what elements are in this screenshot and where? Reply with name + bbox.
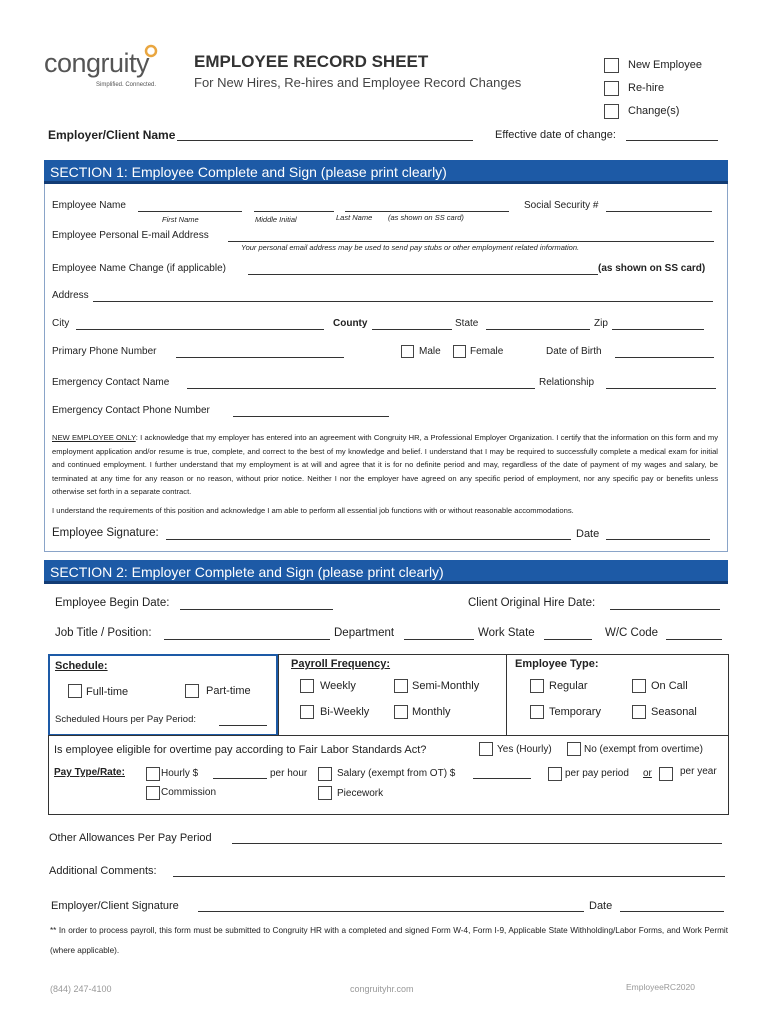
salary-label: Salary (exempt from OT) $ (337, 768, 456, 779)
emergency-phone-label: Emergency Contact Phone Number (52, 405, 210, 416)
on-call-label: On Call (651, 680, 688, 692)
logo-tagline: Simplified. Connected. (96, 82, 157, 88)
hourly-checkbox[interactable] (146, 767, 160, 781)
employee-name-label: Employee Name (52, 200, 126, 211)
department-field[interactable] (404, 629, 474, 640)
payroll-divider (278, 654, 279, 736)
commission-checkbox[interactable] (146, 786, 160, 800)
first-name-field[interactable] (138, 201, 242, 212)
acknowledgement-text: : I acknowledge that my employer has entered into an agreement with Congruity HR, a Professional Employer Organization. I certify that the information on this form and my employment application and/or resume is true, complete, and correct to the best of my knowledge and belief. I understand that I may be required to successfully complete a medical exam for initial and continued employment. I further understand that my employment is at will and agree that it is for no definite period and may, regardless of the date of payment of my wages and salary, be terminated at any time for any reason or no reason, without prior notice. Neither I nor the employer have agreed on any specific period of employment, nor any specific pay or benefits unless otherwise set forth in a separate contract. (52, 433, 718, 497)
emergency-phone-field[interactable] (233, 406, 389, 417)
essential-functions-text: I understand the requirements of this position and acknowledge I am able to perform all essential job functions with or without reasonable accommodations. (52, 506, 574, 515)
comments-field[interactable] (173, 866, 725, 877)
zip-field[interactable] (612, 319, 704, 330)
dob-field[interactable] (615, 347, 714, 358)
city-label: City (52, 318, 70, 329)
weekly-checkbox[interactable] (300, 679, 314, 693)
type-divider (506, 654, 507, 736)
or-label: or (643, 768, 652, 779)
dob-label: Date of Birth (546, 346, 602, 357)
regular-label: Regular (549, 680, 588, 692)
overtime-yes-checkbox[interactable] (479, 742, 493, 756)
wc-code-field[interactable] (666, 629, 722, 640)
email-note: Your personal email address may be used to send pay stubs or other employment related information. (241, 243, 580, 252)
page-title: EMPLOYEE RECORD SHEET (194, 52, 429, 71)
employee-signature-label: Employee Signature: (52, 527, 159, 539)
new-employee-label: New Employee (628, 59, 702, 71)
comments-label: Additional Comments: (49, 865, 157, 877)
employer-client-label: Employer/Client Name (48, 128, 176, 142)
employee-date-label: Date (576, 528, 600, 540)
scheduled-hours-field[interactable] (219, 715, 267, 726)
state-label: State (455, 318, 479, 329)
part-time-label: Part-time (206, 685, 251, 697)
allowances-label: Other Allowances Per Pay Period (49, 832, 212, 844)
logo-mark-icon (144, 44, 158, 58)
orig-hire-field[interactable] (610, 599, 720, 610)
effective-date-label: Effective date of change: (495, 129, 616, 141)
wc-code-label: W/C Code (605, 627, 659, 639)
county-label: County (333, 318, 368, 329)
piecework-label: Piecework (337, 788, 384, 799)
employer-signature-field[interactable] (198, 901, 584, 912)
overtime-no-checkbox[interactable] (567, 742, 581, 756)
regular-checkbox[interactable] (530, 679, 544, 693)
changes-label: Change(s) (628, 105, 680, 117)
county-field[interactable] (372, 319, 452, 330)
pay-type-label: Pay Type/Rate: (54, 767, 125, 778)
per-hour-label: per hour (270, 768, 308, 779)
middle-initial-field[interactable] (254, 201, 334, 212)
temporary-checkbox[interactable] (530, 705, 544, 719)
name-change-label: Employee Name Change (if applicable) (52, 263, 226, 274)
rehire-label: Re-hire (628, 82, 665, 94)
city-field[interactable] (76, 319, 324, 330)
rehire-checkbox[interactable] (604, 81, 619, 96)
name-change-field[interactable] (248, 264, 598, 275)
employer-date-label: Date (589, 900, 613, 912)
relationship-field[interactable] (606, 378, 716, 389)
overtime-no-label: No (exempt from overtime) (584, 744, 703, 755)
monthly-checkbox[interactable] (394, 705, 408, 719)
per-pay-period-label: per pay period (565, 768, 629, 779)
piecework-checkbox[interactable] (318, 786, 332, 800)
seasonal-label: Seasonal (651, 706, 697, 718)
employer-signature-label: Employer/Client Signature (51, 900, 179, 912)
phone-label: Primary Phone Number (52, 346, 157, 357)
temporary-label: Temporary (549, 706, 601, 718)
scheduled-hours-label: Scheduled Hours per Pay Period: (55, 714, 196, 725)
begin-date-field[interactable] (180, 599, 333, 610)
allowances-field[interactable] (232, 833, 722, 844)
part-time-checkbox[interactable] (185, 684, 199, 698)
employer-client-field[interactable] (177, 130, 473, 141)
employee-type-label: Employee Type: (515, 658, 599, 670)
female-checkbox[interactable] (453, 345, 466, 358)
bi-weekly-checkbox[interactable] (300, 705, 314, 719)
section1-header: SECTION 1: Employee Complete and Sign (please print clearly) (44, 160, 728, 184)
salary-checkbox[interactable] (318, 767, 332, 781)
middle-initial-caption: Middle Initial (255, 215, 297, 224)
work-state-label: Work State (478, 627, 535, 639)
hourly-rate-field[interactable] (213, 768, 267, 779)
on-call-checkbox[interactable] (632, 679, 646, 693)
full-time-checkbox[interactable] (68, 684, 82, 698)
zip-label: Zip (594, 318, 608, 329)
name-change-note: (as shown on SS card) (598, 263, 706, 274)
employee-date-field[interactable] (606, 529, 710, 540)
ssn-label: Social Security # (524, 200, 599, 211)
logo-brand: congruity (44, 48, 150, 78)
job-title-field[interactable] (164, 629, 330, 640)
grid-bottom-divider (48, 735, 729, 736)
orig-hire-label: Client Original Hire Date: (468, 597, 596, 609)
employee-signature-field[interactable] (166, 529, 571, 540)
seasonal-checkbox[interactable] (632, 705, 646, 719)
congruity-logo (44, 48, 157, 88)
section2-header: SECTION 2: Employer Complete and Sign (please print clearly) (44, 560, 728, 584)
payroll-frequency-label: Payroll Frequency: (291, 658, 391, 670)
employer-date-field[interactable] (620, 901, 724, 912)
semi-monthly-checkbox[interactable] (394, 679, 408, 693)
female-label: Female (470, 346, 504, 357)
schedule-label: Schedule: (55, 660, 108, 672)
footer-phone: (844) 247-4100 (50, 984, 112, 994)
male-checkbox[interactable] (401, 345, 414, 358)
emergency-name-label: Emergency Contact Name (52, 377, 170, 388)
relationship-label: Relationship (539, 377, 595, 388)
monthly-label: Monthly (412, 706, 451, 718)
per-pay-period-checkbox[interactable] (548, 767, 562, 781)
overtime-yes-label: Yes (Hourly) (497, 744, 552, 755)
email-label: Employee Personal E-mail Address (52, 230, 209, 241)
ssn-field[interactable] (606, 201, 712, 212)
emergency-name-field[interactable] (187, 378, 535, 389)
overtime-question: Is employee eligible for overtime pay according to Fair Labor Standards Act? (54, 744, 427, 756)
semi-monthly-label: Semi-Monthly (412, 680, 480, 692)
male-label: Male (419, 346, 441, 357)
new-employee-checkbox[interactable] (604, 58, 619, 73)
acknowledgement-paragraph (52, 431, 718, 499)
phone-field[interactable] (176, 347, 344, 358)
email-field[interactable] (228, 231, 714, 242)
first-name-caption: First Name (162, 215, 199, 224)
per-year-checkbox[interactable] (659, 767, 673, 781)
state-field[interactable] (486, 319, 590, 330)
full-time-label: Full-time (86, 686, 129, 698)
weekly-label: Weekly (320, 680, 356, 692)
footer-form-id: EmployeeRC2020 (626, 982, 695, 992)
begin-date-label: Employee Begin Date: (55, 597, 170, 609)
page-subtitle: For New Hires, Re-hires and Employee Record Changes (194, 75, 522, 90)
last-name-field[interactable] (345, 201, 509, 212)
footer-website[interactable]: congruityhr.com (350, 984, 414, 994)
address-label: Address (52, 290, 89, 301)
last-name-caption: Last Name (336, 213, 373, 222)
job-title-label: Job Title / Position: (55, 627, 152, 639)
salary-rate-field[interactable] (473, 768, 531, 779)
work-state-field[interactable] (544, 629, 592, 640)
changes-checkbox[interactable] (604, 104, 619, 119)
ss-card-caption: (as shown on SS card) (388, 213, 464, 222)
commission-label: Commission (161, 787, 217, 798)
payroll-footnote: ** In order to process payroll, this form must be submitted to Congruity HR with a completed and signed Form W-4, Form I-9, Applicable State Withholding/Labor Forms, and Work Permit (where applicable). (50, 926, 728, 955)
address-field[interactable] (93, 291, 713, 302)
effective-date-field[interactable] (626, 130, 718, 141)
per-year-label: per year (680, 766, 717, 777)
hourly-label: Hourly $ (161, 768, 199, 779)
bi-weekly-label: Bi-Weekly (320, 706, 370, 718)
new-employee-only-label: NEW EMPLOYEE ONLY (52, 433, 136, 442)
department-label: Department (334, 627, 395, 639)
